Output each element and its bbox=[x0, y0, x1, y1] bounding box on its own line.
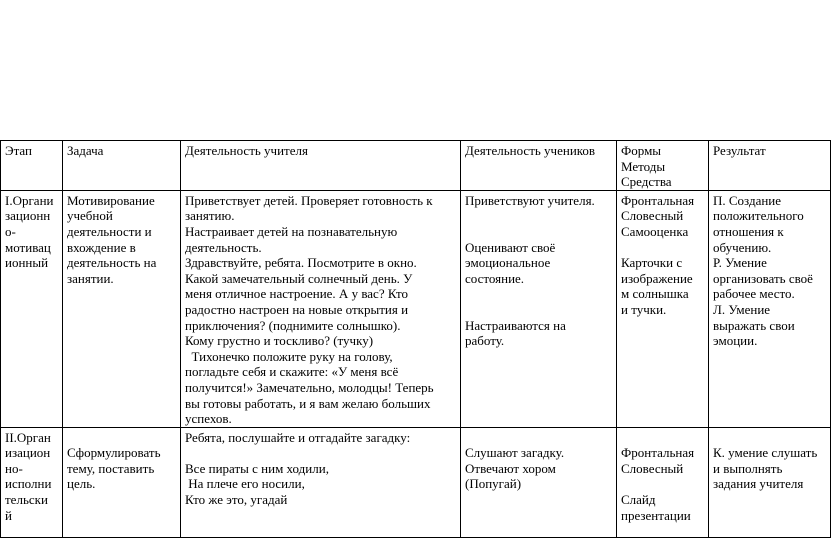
row2-result: К. умение слушать и выполнять задания учителя bbox=[709, 427, 831, 537]
row1-stage: I.Органи зационн о- мотивац ионный bbox=[1, 190, 63, 427]
header-students: Деятельность учеников bbox=[461, 141, 617, 191]
row1-teacher: Приветствует детей. Проверяет готовность к занятию. Настраивает детей на познавательную деятельность. Здравствуйте, ребята. Посмотрите в окно. Какой замечательный солнечный день. У меня отличное настроение. А у вас? Кто радостно настроен на новые открытия и приключения? (поднимите солнышко). Кому грустно и тоскливо? (тучку) Тихонечко положите руку на голову, погладьте себя и скажите: «У меня всё получится!» Замечательно, молодцы! Теперь вы готовы работать, и я вам желаю больших успехов. bbox=[181, 190, 461, 427]
row1-task: Мотивирование учебной деятельности и вхождение в деятельность на занятии. bbox=[63, 190, 181, 427]
row1-forms: Фронтальная Словесный Самооценка Карточки с изображение м солнышка и тучки. bbox=[617, 190, 709, 427]
row2-task: Сформулировать тему, поставить цель. bbox=[63, 427, 181, 537]
table-row bbox=[1, 190, 831, 427]
row2-teacher: Ребята, послушайте и отгадайте загадку: Все пираты с ним ходили, На плече его носили, Кто же это, угадай bbox=[181, 427, 461, 537]
row1-students: Приветствуют учителя. Оценивают своё эмоциональное состояние. Настраиваются на работу. bbox=[461, 190, 617, 427]
header-teacher: Деятельность учителя bbox=[181, 141, 461, 191]
row2-forms: Фронтальная Словесный Слайд презентации bbox=[617, 427, 709, 537]
header-task: Задача bbox=[63, 141, 181, 191]
table-header-row bbox=[1, 141, 831, 191]
row2-stage: II.Орган изацион но- исполни тельски й bbox=[1, 427, 63, 537]
row1-result: П. Создание положительного отношения к обучению. Р. Умение организовать своё рабочее место. Л. Умение выражать свои эмоции. bbox=[709, 190, 831, 427]
header-result: Результат bbox=[709, 141, 831, 191]
table-row bbox=[1, 427, 831, 537]
row2-students: Слушают загадку. Отвечают хором (Попугай) bbox=[461, 427, 617, 537]
header-stage: Этап bbox=[1, 141, 63, 191]
header-forms: Формы Методы Средства bbox=[617, 141, 709, 191]
lesson-plan-table bbox=[0, 140, 831, 538]
